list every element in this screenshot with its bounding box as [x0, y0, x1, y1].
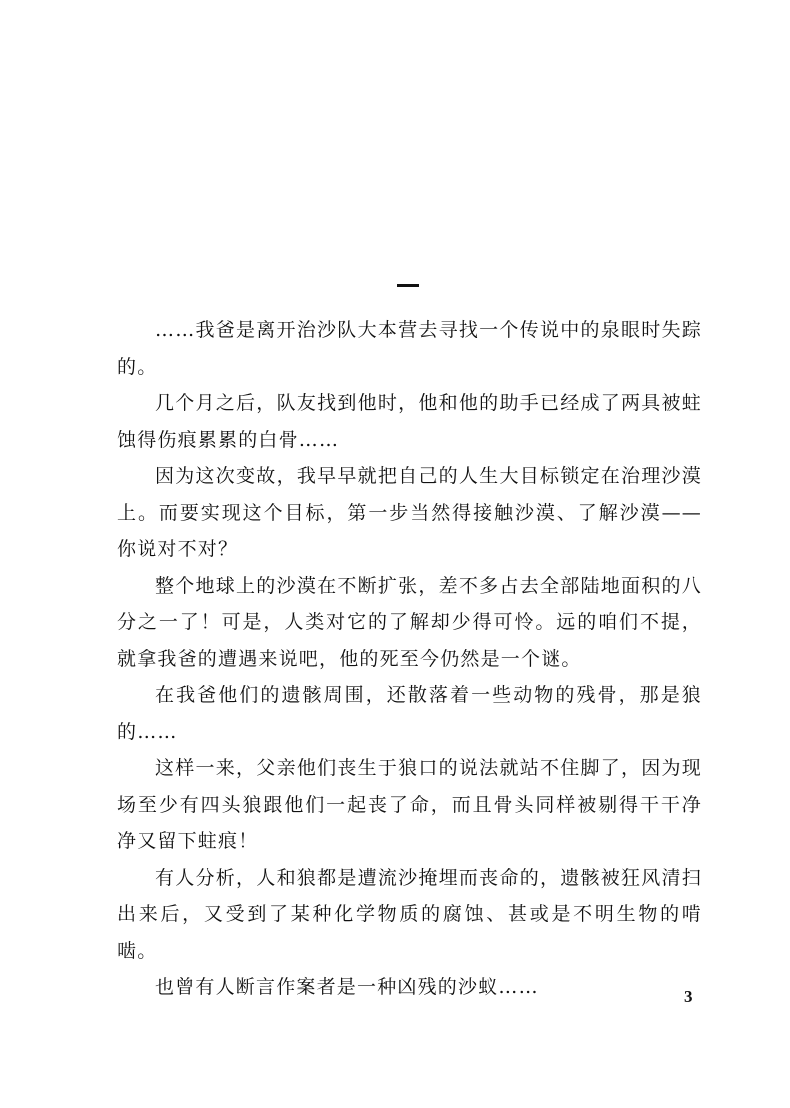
chapter-number-mark [397, 284, 419, 287]
paragraph: ……我爸是离开治沙队大本营去寻找一个传说中的泉眼时失踪的。 [117, 319, 702, 378]
paragraph: 在我爸他们的遗骸周围，还散落着一些动物的残骨，那是狼的…… [117, 684, 702, 743]
page-number: 3 [684, 987, 693, 1006]
paragraph: 这样一来，父亲他们丧生于狼口的说法就站不住脚了，因为现场至少有四头狼跟他们一起丧了命，而且骨头同样被剔得干干净净又留下蛀痕！ [117, 757, 702, 852]
paragraph: 整个地球上的沙漠在不断扩张，差不多占去全部陆地面积的八分之一了！可是，人类对它的了解却少得可怜。远的咱们不提，就拿我爸的遭遇来说吧，他的死至今仍然是一个谜。 [117, 574, 702, 670]
paragraph: 因为这次变故，我早早就把自己的人生大目标锁定在治理沙漠上。而要实现这个目标，第一步当然得接触沙漠、了解沙漠——你说对不对？ [117, 465, 702, 560]
paragraph: 几个月之后，队友找到他时，他和他的助手已经成了两具被蛀蚀得伤痕累累的白骨…… [117, 392, 702, 451]
paragraph: 也曾有人断言作案者是一种凶残的沙蚁…… [155, 976, 539, 998]
chapter-body [117, 312, 702, 1006]
paragraph: 有人分析，人和狼都是遭流沙掩埋而丧命的，遗骸被狂风清扫出来后，又受到了某种化学物质的腐蚀、甚或是不明生物的啃啮。 [117, 866, 702, 962]
